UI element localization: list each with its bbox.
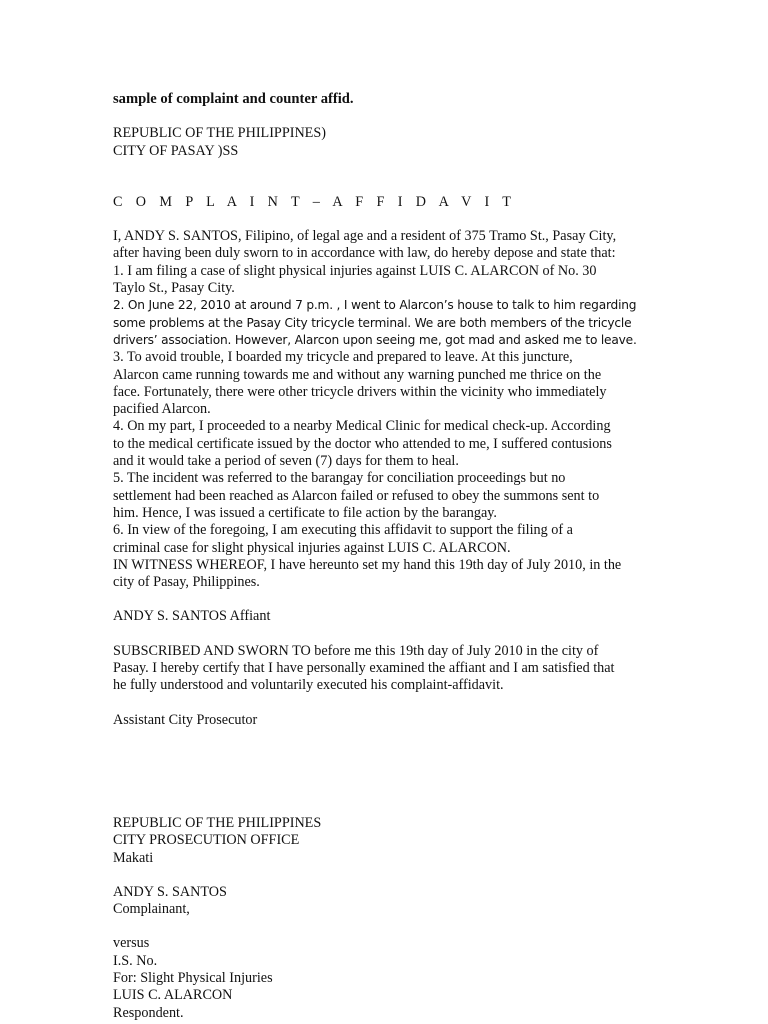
venue-line-republic: REPUBLIC OF THE PHILIPPINES) xyxy=(113,125,326,142)
respondent-name: LUIS C. ALARCON xyxy=(113,987,233,1004)
item-line: 5. The incident was referred to the barangay for conciliation proceedings but no xyxy=(113,470,566,487)
respondent-label: Respondent. xyxy=(113,1004,184,1021)
header-line: REPUBLIC OF THE PHILIPPINES xyxy=(113,814,322,831)
item-line: some problems at the Pasay City tricycle terminal. We are both members of the tricycle xyxy=(113,315,632,330)
venue-block xyxy=(113,125,658,160)
intro-paragraph xyxy=(113,228,658,263)
item-1 xyxy=(113,263,658,298)
item-line: 3. To avoid trouble, I boarded my tricycle and prepared to leave. At this juncture, xyxy=(113,349,573,366)
item-line: face. Fortunately, there were other tricycle drivers within the vicinity who immediately xyxy=(113,383,607,400)
jurat-line: Pasay. I hereby certify that I have personally examined the affiant and I am satisfied that xyxy=(113,660,615,677)
item-line: settlement had been reached as Alarcon failed or refused to obey the summons sent to xyxy=(113,487,600,504)
complainant-name: ANDY S. SANTOS xyxy=(113,883,227,900)
intro-line: after having been duly sworn to in accordance with law, do hereby depose and state that: xyxy=(113,245,616,262)
jurat-paragraph xyxy=(113,643,658,695)
prosecutor-signature: Assistant City Prosecutor xyxy=(113,711,258,728)
document-page xyxy=(113,91,658,1022)
item-6 xyxy=(113,522,658,557)
item-4 xyxy=(113,418,658,470)
item-5 xyxy=(113,470,658,522)
item-line: 1. I am filing a case of slight physical injuries against LUIS C. ALARCON of No. 30 xyxy=(113,262,597,279)
intro-line: I, ANDY S. SANTOS, Filipino, of legal age and a resident of 375 Tramo St., Pasay City, xyxy=(113,228,617,245)
item-line: Alarcon came running towards me and without any warning punched me thrice on the xyxy=(113,366,602,383)
counter-affidavit-header xyxy=(113,815,658,867)
witness-line: city of Pasay, Philippines. xyxy=(113,574,260,591)
complainant-block xyxy=(113,884,658,919)
item-2 xyxy=(113,297,658,349)
document-title: sample of complaint and counter affid. xyxy=(113,91,354,107)
item-line: 2. On June 22, 2010 at around 7 p.m. , I went to Alarcon’s house to talk to him regarding xyxy=(113,298,637,313)
jurat-line: SUBSCRIBED AND SWORN TO before me this 19th day of July 2010 in the city of xyxy=(113,642,599,659)
item-line: 4. On my part, I proceeded to a nearby Medical Clinic for medical check-up. According xyxy=(113,418,611,435)
jurat-line: he fully understood and voluntarily executed his complaint-affidavit. xyxy=(113,677,504,694)
is-number: I.S. No. xyxy=(113,952,158,969)
charge-label: For: Slight Physical Injuries xyxy=(113,969,273,986)
witness-line: IN WITNESS WHEREOF, I have hereunto set my hand this 19th day of July 2010, in the xyxy=(113,556,622,573)
item-line: criminal case for slight physical injuries against LUIS C. ALARCON. xyxy=(113,539,511,556)
affidavit-heading: C O M P L A I N T – A F F I D A V I T xyxy=(113,193,515,210)
item-line: 6. In view of the foregoing, I am executing this affidavit to support the filing of a xyxy=(113,522,573,539)
item-line: him. Hence, I was issued a certificate to file action by the barangay. xyxy=(113,504,497,521)
versus-label: versus xyxy=(113,935,150,952)
item-line: Taylo St., Pasay City. xyxy=(113,280,235,297)
item-3 xyxy=(113,349,658,418)
item-line: and it would take a period of seven (7) days for them to heal. xyxy=(113,453,459,470)
affiant-signature: ANDY S. SANTOS Affiant xyxy=(113,608,271,625)
header-line: CITY PROSECUTION OFFICE xyxy=(113,832,300,849)
item-line: drivers’ association. However, Alarcon upon seeing me, got mad and asked me to leave. xyxy=(113,332,637,347)
complainant-label: Complainant, xyxy=(113,901,190,918)
item-line: pacified Alarcon. xyxy=(113,401,211,418)
case-caption xyxy=(113,935,658,1021)
venue-line-city: CITY OF PASAY )SS xyxy=(113,142,239,159)
witness-paragraph xyxy=(113,557,658,592)
header-line: Makati xyxy=(113,849,154,866)
item-line: to the medical certificate issued by the doctor who attended to me, I suffered contusions xyxy=(113,435,612,452)
